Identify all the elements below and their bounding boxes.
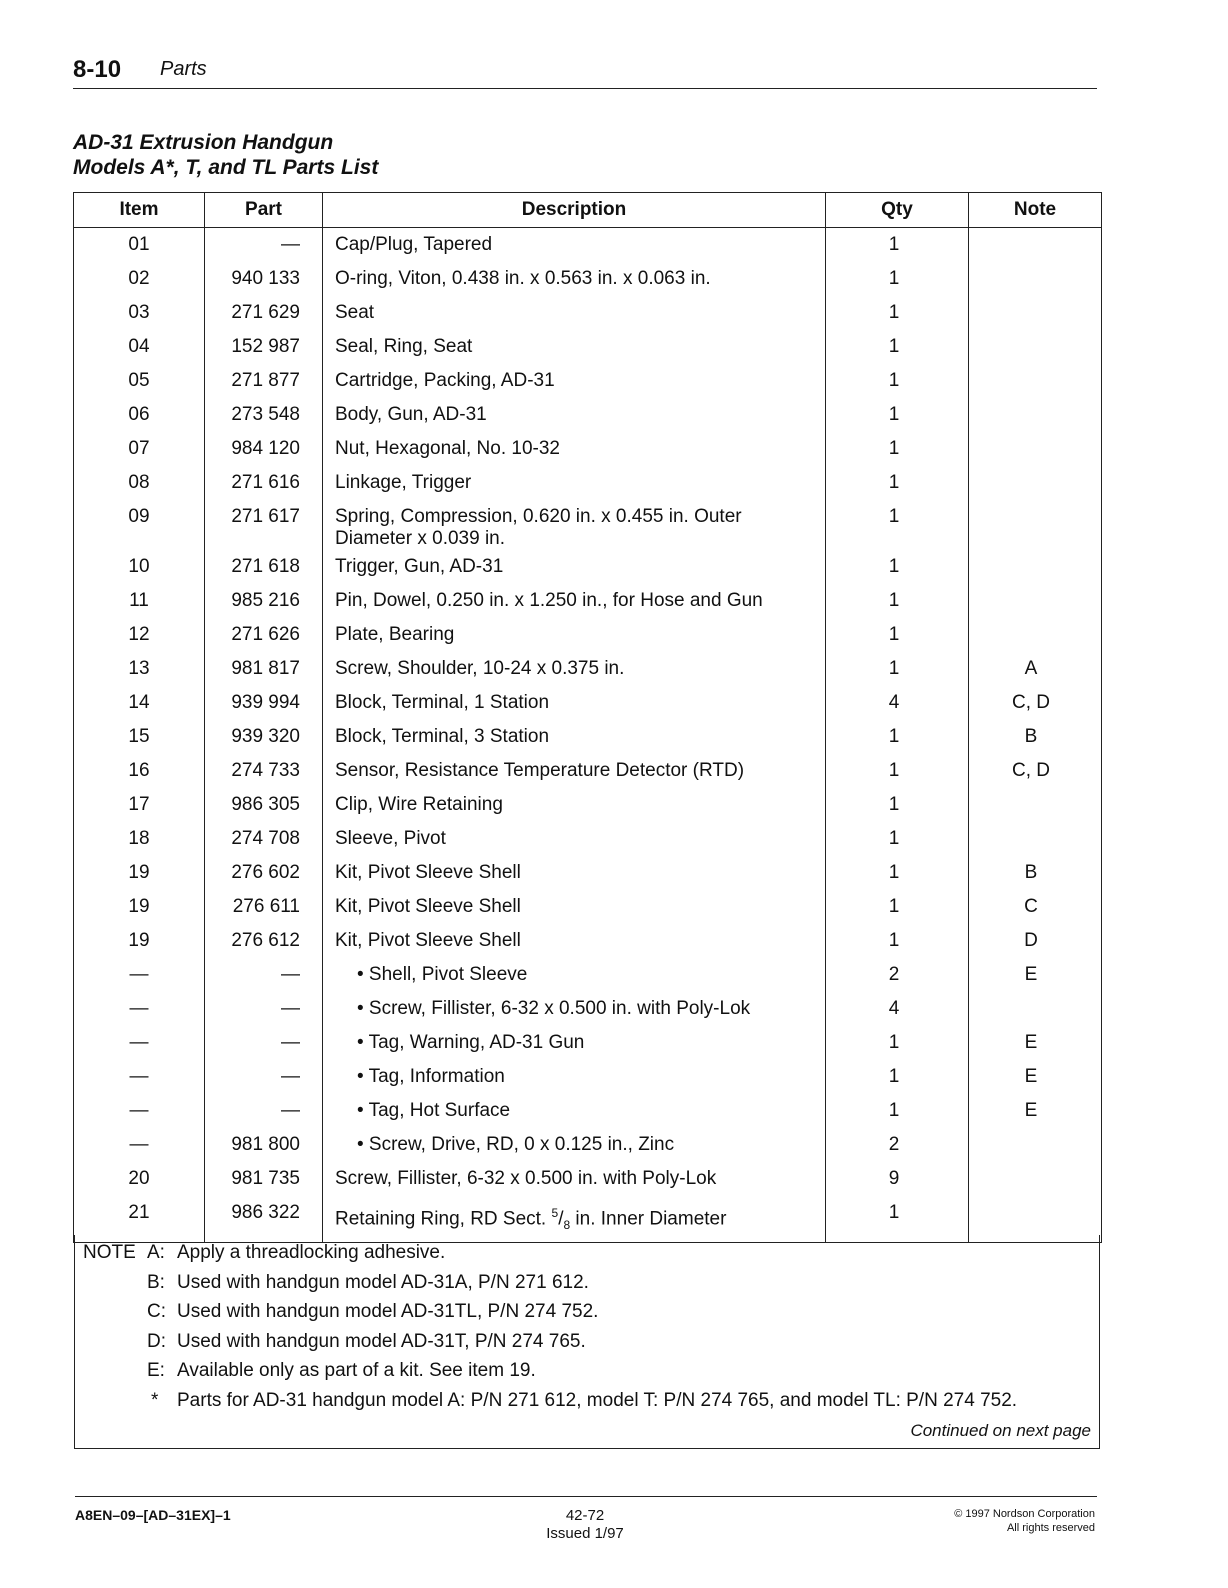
note-cell: C, D — [969, 754, 1102, 788]
kit-component-text: • Tag, Hot Surface — [357, 1100, 511, 1121]
table-row — [74, 958, 1102, 992]
description-text: Seal, Ring, Seat — [335, 336, 473, 357]
qty-cell: 1 — [826, 822, 969, 856]
part-cell: 939 320 — [205, 720, 323, 754]
table-row — [74, 364, 1102, 398]
note-text: Used with handgun model AD-31T, P/N 274 765. — [177, 1331, 586, 1352]
note-cell: C, D — [969, 686, 1102, 720]
description-text: Sleeve, Pivot — [335, 828, 446, 849]
item-cell: 03 — [74, 296, 205, 330]
table-row — [74, 262, 1102, 296]
footer-page: 42-72 — [565, 1507, 605, 1524]
note-cell: D — [969, 924, 1102, 958]
item-cell: 18 — [74, 822, 205, 856]
part-cell: 984 120 — [205, 432, 323, 466]
qty-cell: 1 — [826, 1026, 969, 1060]
item-cell: 19 — [74, 856, 205, 890]
item-cell: 06 — [74, 398, 205, 432]
table-row — [74, 754, 1102, 788]
note-key: * — [151, 1390, 159, 1411]
qty-cell: 1 — [826, 720, 969, 754]
note-cell — [969, 584, 1102, 618]
part-cell: 940 133 — [205, 262, 323, 296]
description-text: Block, Terminal, 3 Station — [335, 726, 550, 747]
part-cell: 152 987 — [205, 330, 323, 364]
part-cell: 985 216 — [205, 584, 323, 618]
footer-issued: Issued 1/97 — [546, 1525, 624, 1542]
item-cell: 10 — [74, 550, 205, 584]
item-cell: — — [74, 992, 205, 1026]
table-header-row — [74, 193, 1102, 228]
description-text: Linkage, Trigger — [335, 472, 472, 493]
qty-cell: 1 — [826, 296, 969, 330]
kit-component-text: • Tag, Warning, AD-31 Gun — [357, 1032, 585, 1053]
qty-cell: 2 — [826, 1128, 969, 1162]
item-cell: — — [74, 1026, 205, 1060]
table-row — [74, 1026, 1102, 1060]
item-cell: 07 — [74, 432, 205, 466]
table-row — [74, 228, 1102, 263]
table-row — [74, 1060, 1102, 1094]
note-cell — [969, 618, 1102, 652]
description-text: Block, Terminal, 1 Station — [335, 692, 550, 713]
item-cell: 02 — [74, 262, 205, 296]
description-text: Body, Gun, AD-31 — [335, 404, 487, 425]
header-item: Item — [74, 193, 205, 228]
note-cell: E — [969, 1026, 1102, 1060]
part-cell: 271 877 — [205, 364, 323, 398]
copyright-text: © 1997 Nordson Corporation — [954, 1508, 1095, 1520]
fraction-denominator: 8 — [563, 1218, 571, 1233]
item-cell: 17 — [74, 788, 205, 822]
qty-cell: 1 — [826, 924, 969, 958]
table-row — [74, 1094, 1102, 1128]
description-cell — [323, 584, 826, 618]
kit-component-text: • Tag, Information — [357, 1066, 505, 1087]
description-cell — [323, 686, 826, 720]
description-cell — [323, 398, 826, 432]
part-cell: 273 548 — [205, 398, 323, 432]
description-cell — [323, 262, 826, 296]
footer-center — [515, 1507, 655, 1543]
note-cell — [969, 788, 1102, 822]
description-text: Kit, Pivot Sleeve Shell — [335, 896, 521, 917]
description-cell — [323, 330, 826, 364]
qty-cell: 1 — [826, 466, 969, 500]
note-key: D: — [147, 1331, 166, 1352]
footer-copyright — [954, 1507, 1095, 1535]
table-row — [74, 856, 1102, 890]
qty-cell: 1 — [826, 856, 969, 890]
description-cell — [323, 466, 826, 500]
description-cell — [323, 720, 826, 754]
item-cell: 20 — [74, 1162, 205, 1196]
qty-cell: 1 — [826, 432, 969, 466]
note-cell: E — [969, 1060, 1102, 1094]
note-cell: E — [969, 1094, 1102, 1128]
note-cell — [969, 550, 1102, 584]
item-cell: 14 — [74, 686, 205, 720]
description-text: Kit, Pivot Sleeve Shell — [335, 862, 521, 883]
notes-box — [74, 1235, 1100, 1449]
page-footer — [75, 1496, 1097, 1542]
note-key: A: — [147, 1242, 165, 1263]
rights-text: All rights reserved — [1006, 1522, 1095, 1534]
note-cell — [969, 992, 1102, 1026]
header-description: Description — [323, 193, 826, 228]
part-cell: 274 733 — [205, 754, 323, 788]
note-text: Apply a threadlocking adhesive. — [177, 1242, 446, 1263]
note-text: Used with handgun model AD-31A, P/N 271 612. — [177, 1272, 589, 1293]
table-row — [74, 500, 1102, 550]
note-cell — [969, 364, 1102, 398]
part-cell: 274 708 — [205, 822, 323, 856]
description-cell — [323, 924, 826, 958]
description-cell — [323, 296, 826, 330]
table-row — [74, 686, 1102, 720]
description-text: Plate, Bearing — [335, 624, 455, 645]
part-cell: 276 602 — [205, 856, 323, 890]
description-cell — [323, 992, 826, 1026]
part-cell: — — [205, 1026, 323, 1060]
qty-cell: 1 — [826, 890, 969, 924]
note-cell — [969, 500, 1102, 550]
part-cell: 271 618 — [205, 550, 323, 584]
header-note: Note — [969, 193, 1102, 228]
part-cell: 276 612 — [205, 924, 323, 958]
header-qty: Qty — [826, 193, 969, 228]
qty-cell: 1 — [826, 1060, 969, 1094]
item-cell: 12 — [74, 618, 205, 652]
qty-cell: 1 — [826, 618, 969, 652]
part-cell: 939 994 — [205, 686, 323, 720]
description-text: Pin, Dowel, 0.250 in. x 1.250 in., for Hose and Gun — [335, 590, 763, 611]
item-cell: 04 — [74, 330, 205, 364]
description-cell — [323, 652, 826, 686]
item-cell: 05 — [74, 364, 205, 398]
table-row — [74, 822, 1102, 856]
note-cell — [969, 262, 1102, 296]
item-cell: 09 — [74, 500, 205, 550]
part-cell: 271 616 — [205, 466, 323, 500]
note-cell — [969, 466, 1102, 500]
description-text: Retaining Ring, RD Sect. — [335, 1208, 552, 1230]
continued-label: Continued on next page — [910, 1421, 1091, 1440]
description-cell — [323, 1128, 826, 1162]
fraction-numerator: 5 — [551, 1206, 559, 1220]
description-cell — [323, 1094, 826, 1128]
note-cell — [969, 296, 1102, 330]
table-row — [74, 584, 1102, 618]
table-row — [74, 330, 1102, 364]
table-row — [74, 296, 1102, 330]
description-text: Screw, Fillister, 6-32 x 0.500 in. with Poly-Lok — [335, 1168, 717, 1189]
item-cell: 19 — [74, 924, 205, 958]
note-text: Used with handgun model AD-31TL, P/N 274 752. — [177, 1301, 599, 1322]
description-text: in. Inner Diameter — [570, 1208, 727, 1230]
qty-cell: 1 — [826, 364, 969, 398]
description-cell — [323, 788, 826, 822]
note-cell: B — [969, 856, 1102, 890]
description-text: Cap/Plug, Tapered — [335, 234, 493, 255]
item-cell: — — [74, 958, 205, 992]
part-cell: — — [205, 1094, 323, 1128]
page-header — [73, 56, 1097, 89]
table-row — [74, 720, 1102, 754]
page-number: 8-10 — [73, 56, 122, 83]
table-row — [74, 924, 1102, 958]
qty-cell: 1 — [826, 228, 969, 263]
description-cell — [323, 618, 826, 652]
description-cell — [323, 364, 826, 398]
title-line-2: Models A*, T, and TL Parts List — [73, 156, 379, 179]
table-row — [74, 992, 1102, 1026]
description-cell — [323, 550, 826, 584]
note-key: E: — [147, 1360, 165, 1381]
qty-cell: 1 — [826, 500, 969, 550]
note-key: C: — [147, 1301, 166, 1322]
part-cell: 271 626 — [205, 618, 323, 652]
note-cell: B — [969, 720, 1102, 754]
table-row — [74, 1162, 1102, 1196]
table-row — [74, 788, 1102, 822]
description-cell — [323, 958, 826, 992]
qty-cell: 1 — [826, 788, 969, 822]
description-cell — [323, 856, 826, 890]
part-cell: 986 305 — [205, 788, 323, 822]
note-cell — [969, 1162, 1102, 1196]
document-id: A8EN–09–[AD–31EX]–1 — [75, 1507, 231, 1523]
kit-component-text: • Shell, Pivot Sleeve — [357, 964, 528, 985]
qty-cell: 2 — [826, 958, 969, 992]
description-line-1: Spring, Compression, 0.620 in. x 0.455 in. Outer — [335, 506, 742, 527]
item-cell: 08 — [74, 466, 205, 500]
table-row — [74, 618, 1102, 652]
description-cell — [323, 1162, 826, 1196]
qty-cell: 1 — [826, 754, 969, 788]
description-text: Sensor, Resistance Temperature Detector (RTD) — [335, 760, 745, 781]
description-text: Kit, Pivot Sleeve Shell — [335, 930, 521, 951]
description-cell — [323, 1060, 826, 1094]
description-cell — [323, 754, 826, 788]
note-cell — [969, 1128, 1102, 1162]
table-row — [74, 1128, 1102, 1162]
description-text: Nut, Hexagonal, No. 10-32 — [335, 438, 560, 459]
item-cell: 11 — [74, 584, 205, 618]
note-cell — [969, 398, 1102, 432]
item-cell: — — [74, 1128, 205, 1162]
description-text: Trigger, Gun, AD-31 — [335, 556, 504, 577]
qty-cell: 1 — [826, 584, 969, 618]
parts-table — [73, 192, 1102, 1243]
part-cell: — — [205, 958, 323, 992]
qty-cell: 1 — [826, 262, 969, 296]
item-cell: 15 — [74, 720, 205, 754]
qty-cell: 1 — [826, 330, 969, 364]
qty-cell: 4 — [826, 992, 969, 1026]
description-cell — [323, 1026, 826, 1060]
title-line-1: AD-31 Extrusion Handgun — [73, 131, 334, 154]
note-cell: C — [969, 890, 1102, 924]
item-cell: 21 — [74, 1196, 205, 1243]
note-text: Parts for AD-31 handgun model A: P/N 271 612, model T: P/N 274 765, and model TL: P/N 274 752. — [177, 1390, 1018, 1411]
item-cell: 01 — [74, 228, 205, 263]
item-cell: 13 — [74, 652, 205, 686]
part-cell: 981 800 — [205, 1128, 323, 1162]
header-part: Part — [205, 193, 323, 228]
kit-component-text: • Screw, Drive, RD, 0 x 0.125 in., Zinc — [357, 1134, 675, 1155]
description-text: Cartridge, Packing, AD-31 — [335, 370, 555, 391]
qty-cell: 1 — [826, 652, 969, 686]
part-cell: 981 735 — [205, 1162, 323, 1196]
note-cell — [969, 228, 1102, 263]
description-line-2: Diameter x 0.039 in. — [335, 528, 506, 549]
description-text: Seat — [335, 302, 375, 323]
note-cell: A — [969, 652, 1102, 686]
description-text: Clip, Wire Retaining — [335, 794, 503, 815]
item-cell: — — [74, 1094, 205, 1128]
description-cell — [323, 432, 826, 466]
kit-component-text: • Screw, Fillister, 6-32 x 0.500 in. with Poly-Lok — [357, 998, 751, 1019]
qty-cell: 1 — [826, 1094, 969, 1128]
part-cell: 276 611 — [205, 890, 323, 924]
note-cell — [969, 822, 1102, 856]
fraction-slash: / — [558, 1208, 564, 1230]
note-cell — [969, 432, 1102, 466]
qty-cell: 1 — [826, 550, 969, 584]
table-row — [74, 466, 1102, 500]
note-cell: E — [969, 958, 1102, 992]
description-cell — [323, 500, 826, 550]
section-name: Parts — [160, 58, 207, 80]
description-cell — [323, 890, 826, 924]
part-cell: — — [205, 228, 323, 263]
part-cell: 986 322 — [205, 1196, 323, 1243]
item-cell: — — [74, 1060, 205, 1094]
part-cell: — — [205, 1060, 323, 1094]
description-text: Screw, Shoulder, 10-24 x 0.375 in. — [335, 658, 625, 679]
part-cell: 271 617 — [205, 500, 323, 550]
part-cell: — — [205, 992, 323, 1026]
table-row — [74, 432, 1102, 466]
description-text: O-ring, Viton, 0.438 in. x 0.563 in. x 0.063 in. — [335, 268, 711, 289]
description-cell — [323, 228, 826, 263]
qty-cell: 4 — [826, 686, 969, 720]
qty-cell: 9 — [826, 1162, 969, 1196]
note-label: NOTE — [83, 1242, 136, 1263]
table-row — [74, 550, 1102, 584]
part-cell: 271 629 — [205, 296, 323, 330]
note-text: Available only as part of a kit. See item 19. — [177, 1360, 536, 1381]
table-row — [74, 652, 1102, 686]
qty-cell: 1 — [826, 1196, 969, 1243]
table-row — [74, 398, 1102, 432]
note-key: B: — [147, 1272, 165, 1293]
part-cell: 981 817 — [205, 652, 323, 686]
item-cell: 19 — [74, 890, 205, 924]
qty-cell: 1 — [826, 398, 969, 432]
item-cell: 16 — [74, 754, 205, 788]
description-cell — [323, 822, 826, 856]
note-cell — [969, 330, 1102, 364]
page-title — [73, 130, 378, 180]
table-row — [74, 890, 1102, 924]
